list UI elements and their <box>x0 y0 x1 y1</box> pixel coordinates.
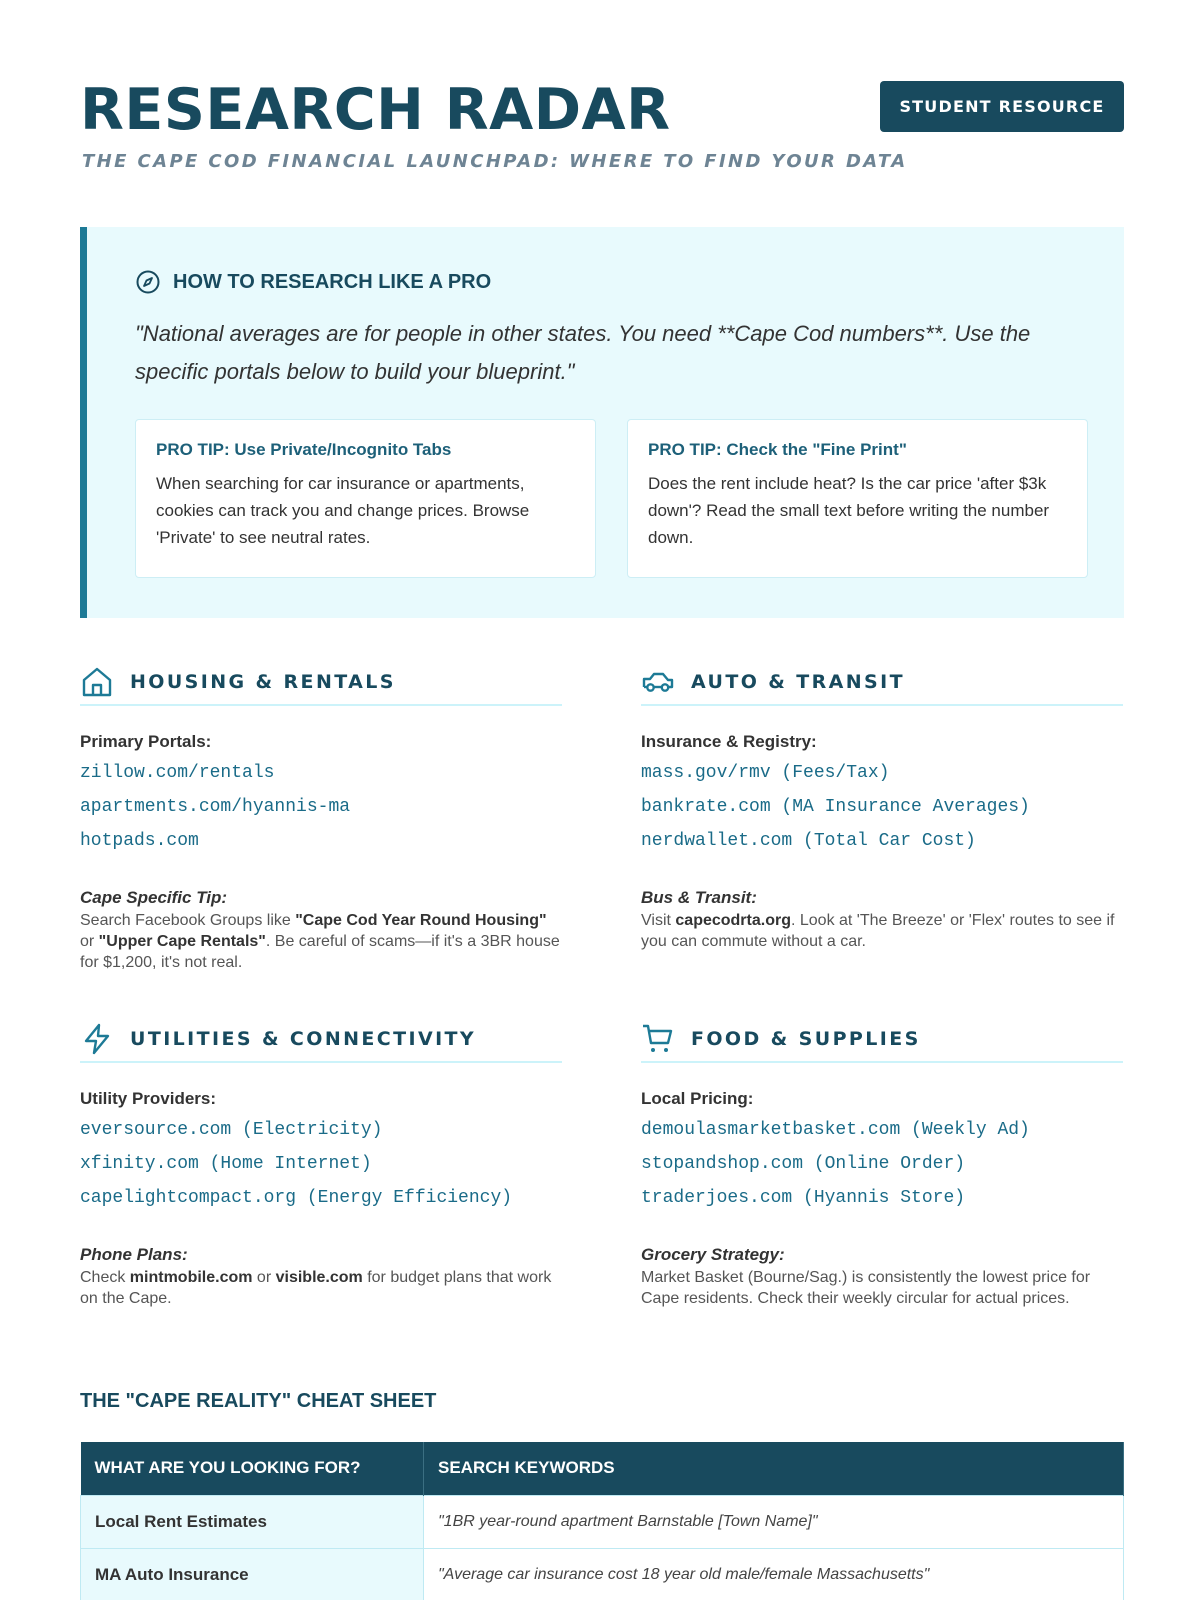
link-list <box>641 756 1123 858</box>
section-tip-text <box>80 910 562 973</box>
pro-tip-body: When searching for car insurance or apartments, cookies can track you and change prices. Browse 'Private' to see neutral rates. <box>156 474 530 547</box>
section-tip-label: Bus & Transit: <box>641 888 757 907</box>
page-subtitle: THE CAPE COD FINANCIAL LAUNCHPAD: WHERE TO FIND YOUR DATA <box>82 151 908 172</box>
cheat-sheet-table <box>80 1442 1124 1600</box>
tip-text-part: for budget plans that work on the Cape. <box>80 1269 552 1307</box>
table-header-row <box>81 1442 1124 1495</box>
section-tip-label: Phone Plans: <box>80 1245 188 1264</box>
tip-text-bold: "Cape Cod Year Round Housing" <box>295 912 547 929</box>
car-icon <box>641 665 675 699</box>
tip-text-part: Visit <box>641 912 676 929</box>
section-tip-text <box>80 1267 562 1309</box>
resource-link[interactable]: traderjoes.com (Hyannis Store) <box>641 1188 966 1208</box>
section-header <box>641 666 1123 706</box>
lightning-icon <box>80 1022 114 1056</box>
section-auto <box>641 666 1123 952</box>
tip-text-part: . Be careful of scams—if it's a 3BR house for $1,200, it's not real. <box>80 933 560 971</box>
resource-link[interactable]: nerdwallet.com (Total Car Cost) <box>641 831 976 851</box>
section-label: Utility Providers: <box>80 1089 217 1108</box>
section-tip-text <box>641 910 1123 952</box>
section-food <box>641 1023 1123 1309</box>
resource-link[interactable]: xfinity.com (Home Internet) <box>80 1154 372 1174</box>
house-icon <box>80 665 114 699</box>
section-tip-text <box>641 1267 1123 1309</box>
resource-link[interactable]: hotpads.com <box>80 831 199 851</box>
section-housing <box>80 666 562 973</box>
resource-link[interactable]: bankrate.com (MA Insurance Averages) <box>641 797 1030 817</box>
section-header <box>80 666 562 706</box>
table-cell-keywords: "Average car insurance cost 18 year old male/female Massachusetts" <box>424 1548 1124 1600</box>
pro-heading-text: HOW TO RESEARCH LIKE A PRO <box>173 270 492 293</box>
section-tip-label: Grocery Strategy: <box>641 1245 785 1264</box>
table-cell-keywords: "1BR year-round apartment Barnstable [Town Name]" <box>424 1495 1124 1548</box>
pro-heading <box>135 269 491 295</box>
section-label: Local Pricing: <box>641 1089 754 1108</box>
section-title: AUTO & TRANSIT <box>691 671 905 693</box>
section-header <box>641 1023 1123 1063</box>
section-utilities <box>80 1023 562 1309</box>
column-header: WHAT ARE YOU LOOKING FOR? <box>81 1442 424 1495</box>
section-title: UTILITIES & CONNECTIVITY <box>130 1028 477 1050</box>
pro-tip-card <box>135 419 596 578</box>
cart-icon <box>641 1022 675 1056</box>
link-list <box>80 756 562 858</box>
page-title: RESEARCH RADAR <box>80 77 671 143</box>
tip-text-bold: "Upper Cape Rentals" <box>98 933 266 950</box>
resource-link[interactable]: zillow.com/rentals <box>80 763 275 783</box>
section-label: Insurance & Registry: <box>641 732 817 751</box>
section-header <box>80 1023 562 1063</box>
tip-text-part: Market Basket (Bourne/Sag.) is consistently the lowest price for Cape residents. Check their weekly circular for actual prices. <box>641 1269 1091 1307</box>
column-header: SEARCH KEYWORDS <box>424 1442 1124 1495</box>
pro-research-panel <box>80 227 1124 618</box>
table-row <box>81 1495 1124 1548</box>
section-tip-label: Cape Specific Tip: <box>80 888 228 907</box>
section-title: FOOD & SUPPLIES <box>691 1028 921 1050</box>
tip-text-part: or <box>80 933 99 950</box>
resource-link[interactable]: eversource.com (Electricity) <box>80 1120 383 1140</box>
cheat-sheet-title: THE "CAPE REALITY" CHEAT SHEET <box>80 1390 437 1412</box>
pro-tip-body: Does the rent include heat? Is the car price 'after $3k down'? Read the small text before writing the number down. <box>648 474 1050 547</box>
tip-text-bold: capecodrta.org <box>675 912 791 929</box>
compass-icon <box>135 269 161 295</box>
resource-link[interactable]: stopandshop.com (Online Order) <box>641 1154 966 1174</box>
tip-text-part: Check <box>80 1269 130 1286</box>
table-cell-topic: Local Rent Estimates <box>81 1495 424 1548</box>
pro-tip-card <box>627 419 1088 578</box>
tip-text-part: or <box>252 1269 276 1286</box>
pro-tip-title: PRO TIP: Use Private/Incognito Tabs <box>156 440 452 459</box>
pro-quote: "National averages are for people in other states. You need **Cape Cod numbers**. Use the specific portals below to build your blueprint." <box>135 321 1031 384</box>
resource-link[interactable]: capelightcompact.org (Energy Efficiency) <box>80 1188 513 1208</box>
table-cell-topic: MA Auto Insurance <box>81 1548 424 1600</box>
tip-text-bold: visible.com <box>275 1269 363 1286</box>
section-title: HOUSING & RENTALS <box>130 671 396 693</box>
tip-text-part: . Look at 'The Breeze' or 'Flex' routes to see if you can commute without a car. <box>641 912 1115 950</box>
resource-link[interactable]: apartments.com/hyannis-ma <box>80 797 351 817</box>
pro-tip-title: PRO TIP: Check the "Fine Print" <box>648 440 907 459</box>
resource-link[interactable]: mass.gov/rmv (Fees/Tax) <box>641 763 890 783</box>
student-resource-badge: STUDENT RESOURCE <box>880 81 1124 132</box>
tip-text-bold: mintmobile.com <box>129 1269 253 1286</box>
link-list <box>641 1113 1123 1215</box>
resource-link[interactable]: demoulasmarketbasket.com (Weekly Ad) <box>641 1120 1030 1140</box>
section-label: Primary Portals: <box>80 732 212 751</box>
tip-text-part: Search Facebook Groups like <box>80 912 296 929</box>
link-list <box>80 1113 562 1215</box>
table-row <box>81 1548 1124 1600</box>
